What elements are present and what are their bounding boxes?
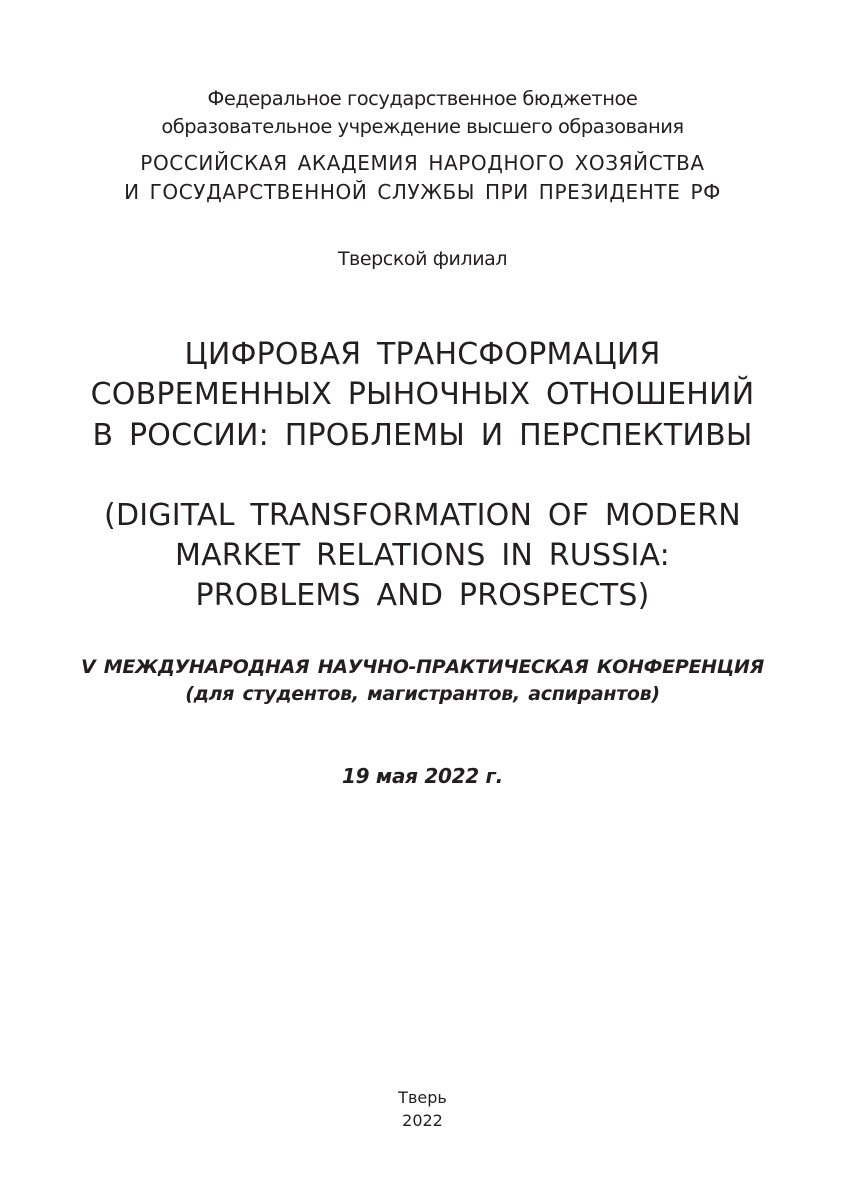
academy-name-line-2: И ГОСУДАРСТВЕННОЙ СЛУЖБЫ ПРИ ПРЕЗИДЕНТЕ РФ xyxy=(124,180,721,204)
branch-name: Тверской филиал xyxy=(337,248,508,270)
organization-line-2: образовательное учреждение высшего образования xyxy=(161,115,684,138)
conference-name: V МЕЖДУНАРОДНАЯ НАУЧНО-ПРАКТИЧЕСКАЯ КОНФЕРЕНЦИЯ xyxy=(81,656,764,678)
publication-city: Тверь xyxy=(398,1088,447,1107)
title-en-line-2: MARKET RELATIONS IN RUSSIA: xyxy=(174,538,670,573)
title-ru-line-3: В РОССИИ: ПРОБЛЕМЫ И ПЕРСПЕКТИВЫ xyxy=(92,418,753,453)
title-en-line-3: PROBLEMS AND PROSPECTS) xyxy=(195,578,650,613)
organization-line-1: Федеральное государственное бюджетное xyxy=(207,87,638,110)
academy-name-line-1: РОССИЙСКАЯ АКАДЕМИЯ НАРОДНОГО ХОЗЯЙСТВА xyxy=(140,151,705,175)
title-ru-line-1: ЦИФРОВАЯ ТРАНСФОРМАЦИЯ xyxy=(184,337,661,372)
publication-year: 2022 xyxy=(402,1111,443,1130)
title-en-line-1: (DIGITAL TRANSFORMATION OF MODERN xyxy=(104,498,741,533)
conference-audience: (для студентов, магистрантов, аспирантов) xyxy=(185,683,660,705)
conference-date: 19 мая 2022 г. xyxy=(342,764,503,788)
title-ru-line-2: СОВРЕМЕННЫХ РЫНОЧНЫХ ОТНОШЕНИЙ xyxy=(90,377,755,412)
